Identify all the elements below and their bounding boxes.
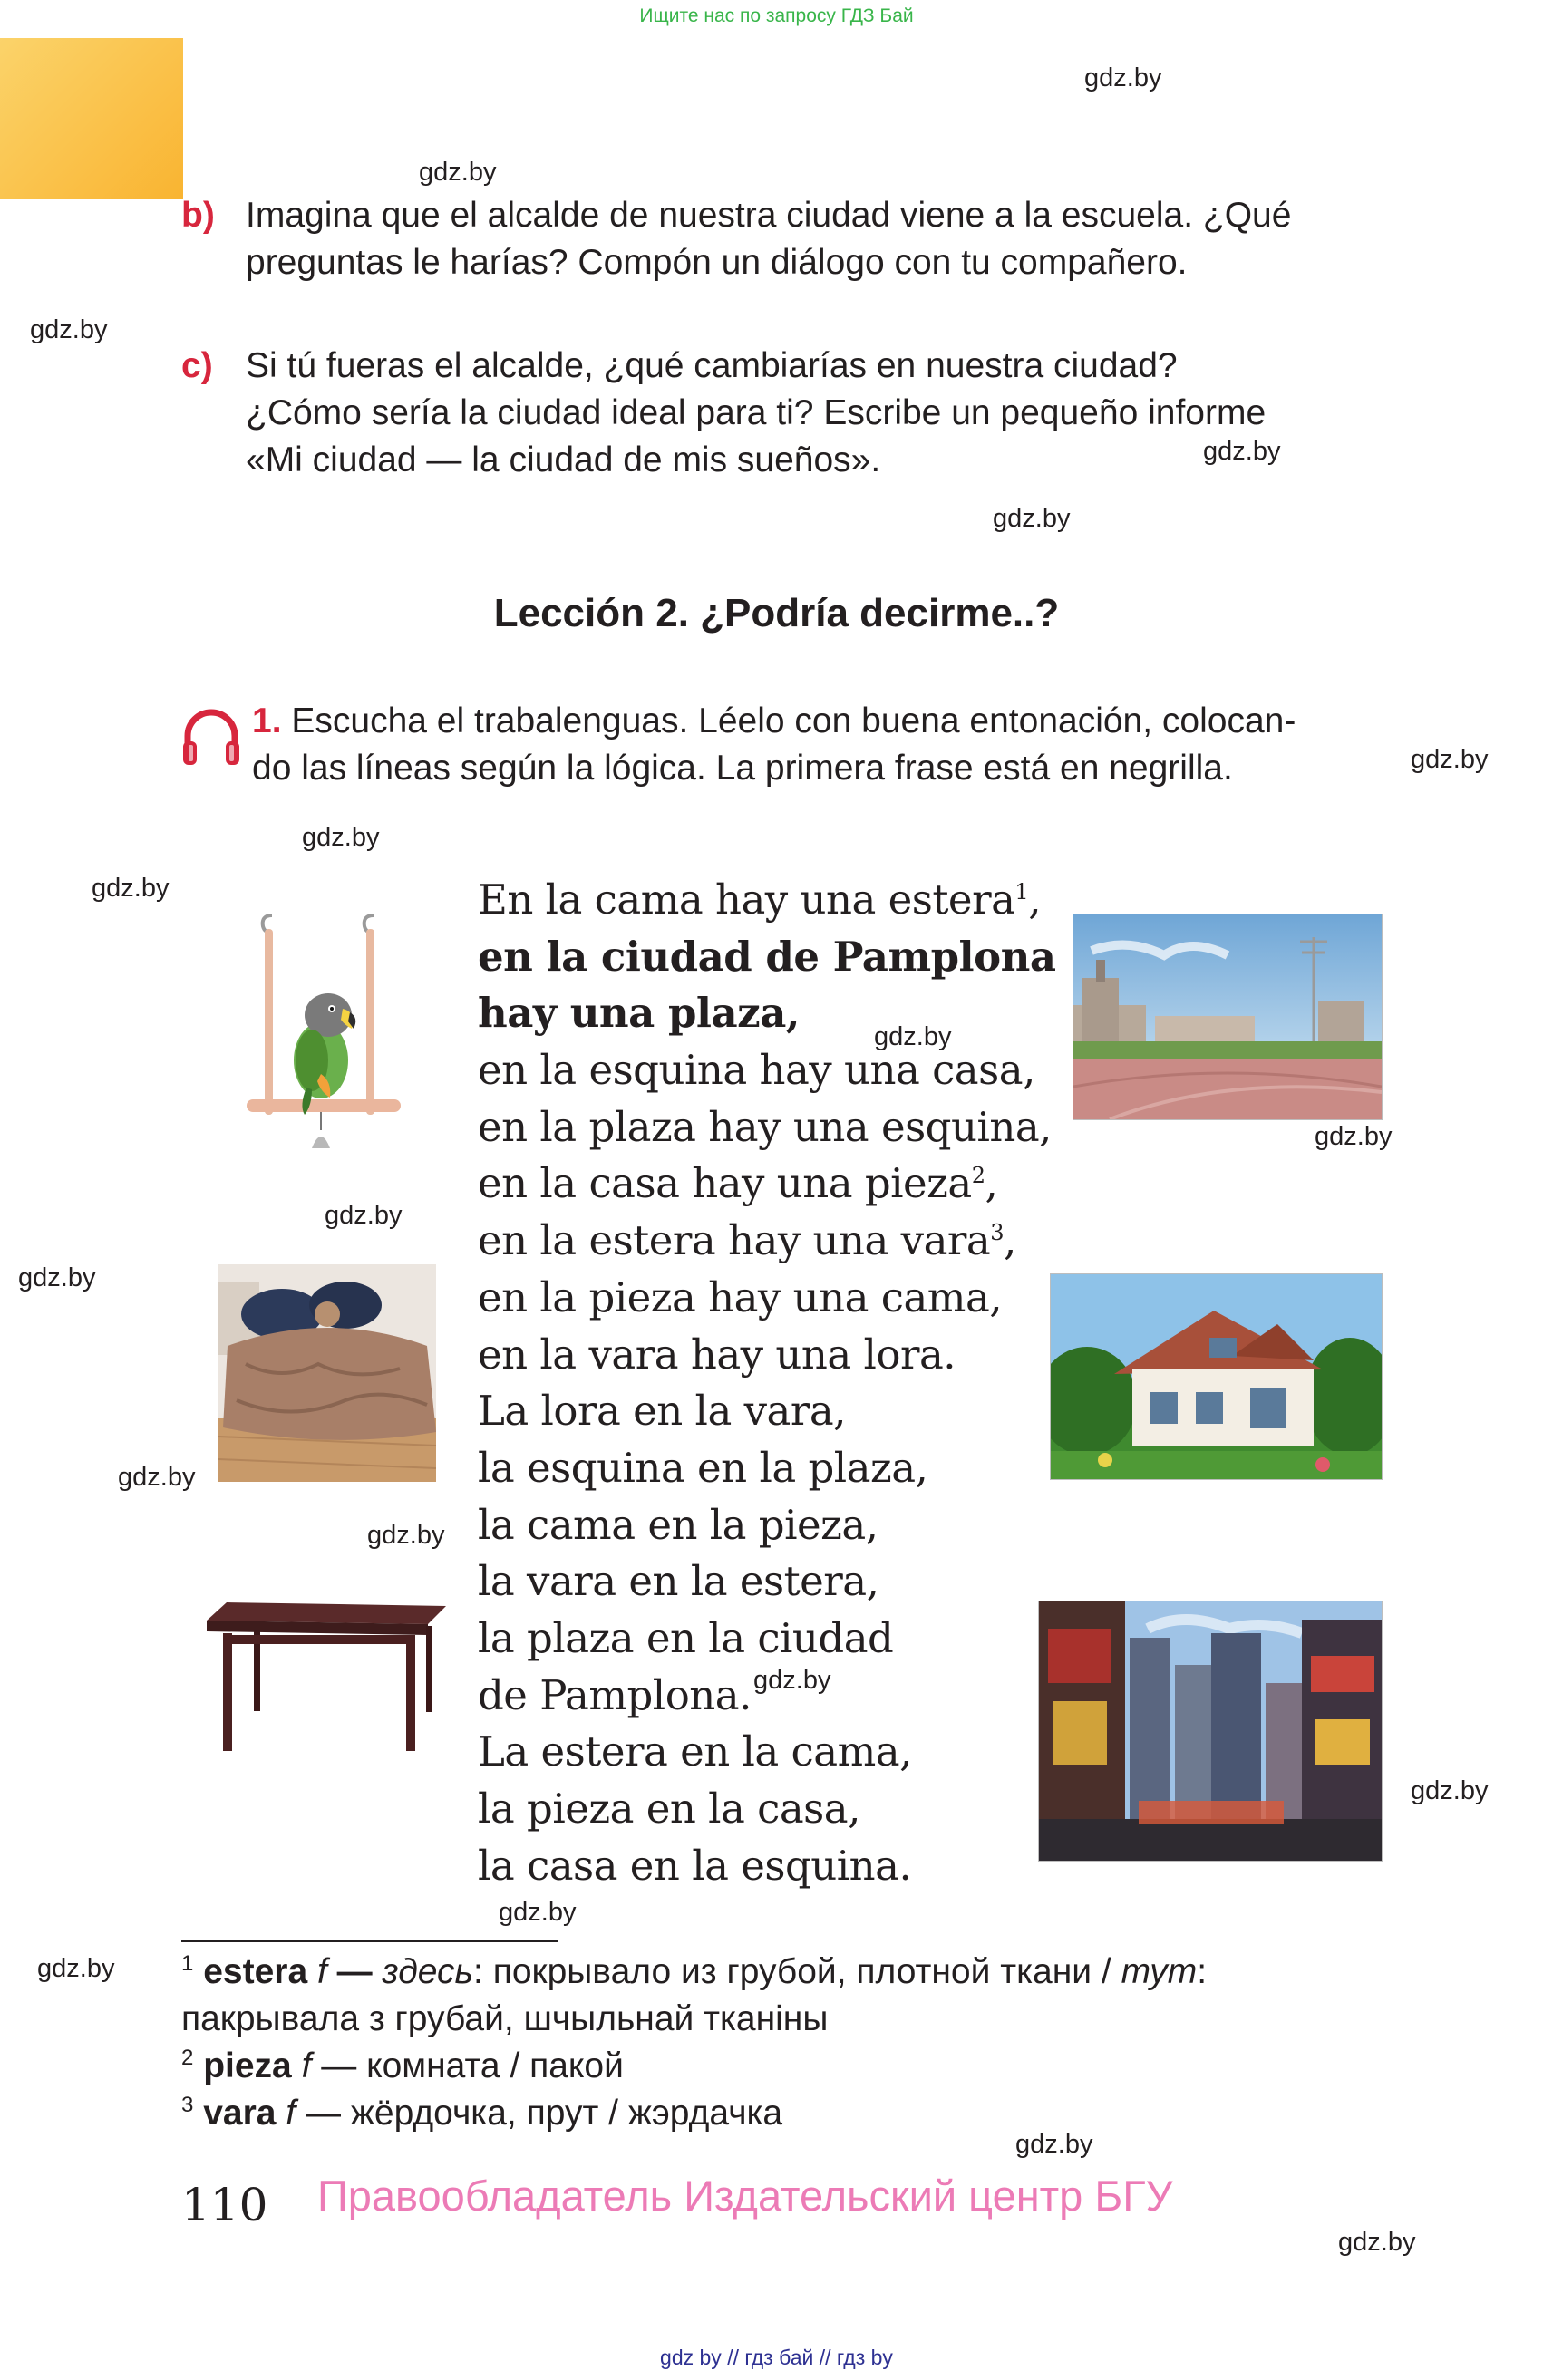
bed-image bbox=[218, 1264, 436, 1482]
poem-line: en la pieza hay una cama, bbox=[478, 1272, 1003, 1321]
task-line: «Mi ciudad — la ciudad de mis sueños». bbox=[246, 440, 881, 479]
footnote-ref[interactable]: 1 bbox=[1014, 879, 1029, 905]
watermark: gdz.by bbox=[118, 1463, 196, 1492]
poem-line-bold: en la ciudad de Pamplona bbox=[478, 932, 1056, 981]
poem-line: de Pamplona. bbox=[478, 1670, 752, 1719]
copyright-notice: Правообладатель Издательский центр БГУ bbox=[317, 2172, 1173, 2220]
house-image bbox=[1050, 1273, 1383, 1480]
poem-line: en la plaza hay una esquina, bbox=[478, 1102, 1052, 1151]
watermark: gdz.by bbox=[18, 1263, 96, 1292]
footnote-divider bbox=[181, 1940, 558, 1942]
watermark: gdz.by bbox=[753, 1666, 831, 1695]
exercise-line bbox=[252, 698, 1385, 745]
watermark: gdz.by bbox=[1338, 2228, 1416, 2257]
exercise-1 bbox=[252, 698, 1385, 792]
task-line: Si tú fueras el alcalde, ¿qué cambiarías en nuestra ciudad? bbox=[246, 346, 1178, 385]
task-line: preguntas le harías? Compón un diálogo con tu compañero. bbox=[246, 243, 1188, 282]
poem-line: la cama en la pieza, bbox=[478, 1500, 878, 1549]
footnote-1-line2: пакрывала з грубай, шчыльнай тканіны bbox=[181, 1999, 829, 2038]
task-c bbox=[181, 343, 1383, 484]
watermark: gdz.by bbox=[1015, 2130, 1093, 2159]
watermark: gdz.by bbox=[499, 1898, 577, 1927]
poem-line: la esquina en la plaza, bbox=[478, 1443, 928, 1492]
poem-line: la casa en la esquina. bbox=[478, 1841, 912, 1890]
footnote-ref[interactable]: 3 bbox=[990, 1220, 1005, 1246]
footnote-3: $^3$ vara f — жёрдочка, прут / жэрдачка bbox=[181, 2093, 783, 2133]
task-text bbox=[246, 343, 1383, 484]
headphones-icon bbox=[180, 707, 243, 769]
table-image bbox=[199, 1595, 451, 1754]
footnote-2: $^2$ pieza f — комната / пакой bbox=[181, 2046, 624, 2085]
poem-line: la vara en la estera, bbox=[478, 1557, 879, 1606]
task-line: Imagina que el alcalde de nuestra ciudad viene a la escuela. ¿Qué bbox=[246, 196, 1292, 235]
tongue-twister bbox=[478, 872, 1056, 1894]
task-b bbox=[181, 192, 1383, 286]
city-image bbox=[1038, 1601, 1383, 1862]
poem-line: La estera en la cama, bbox=[478, 1727, 912, 1776]
plaza-image bbox=[1073, 914, 1383, 1120]
task-label: c) bbox=[181, 346, 213, 385]
task-label: b) bbox=[181, 196, 215, 235]
page-number: 110 bbox=[181, 2179, 268, 2231]
poem-line: en la vara hay una lora. bbox=[478, 1330, 956, 1379]
watermark: gdz.by bbox=[1411, 1776, 1489, 1805]
top-note[interactable]: Ищите нас по запросу ГДЗ Бай bbox=[639, 5, 914, 26]
poem-line: La lora en la vara, bbox=[478, 1387, 846, 1436]
watermark: gdz.by bbox=[325, 1201, 403, 1230]
task-text bbox=[246, 192, 1383, 286]
watermark: gdz.by bbox=[30, 315, 108, 344]
parrot-image bbox=[238, 893, 410, 1169]
watermark: gdz.by bbox=[419, 158, 497, 187]
exercise-line: do las líneas según la lógica. La primera frase está en negrilla. bbox=[252, 749, 1233, 788]
lesson-title: Lección 2. ¿Podría decirme..? bbox=[493, 591, 1060, 635]
watermark: gdz.by bbox=[993, 504, 1071, 533]
poem-line-bold: hay una plaza, bbox=[478, 989, 801, 1038]
exercise-text: Escucha el trabalenguas. Léelo con buena entonación, colocan- bbox=[291, 701, 1296, 740]
poem-line: en la casa hay una pieza$^2$, bbox=[478, 1159, 998, 1208]
watermark: gdz.by bbox=[37, 1954, 115, 1983]
poem-line: En la cama hay una estera$^1$, bbox=[478, 876, 1042, 924]
corner-decoration bbox=[0, 38, 183, 199]
watermark: gdz.by bbox=[1411, 745, 1489, 774]
exercise-number: 1. bbox=[252, 701, 282, 740]
task-line: ¿Cómo sería la ciudad ideal para ti? Escribe un pequeño informe bbox=[246, 393, 1267, 432]
poem-line: la pieza en la casa, bbox=[478, 1785, 860, 1833]
poem-line: en la estera hay una vara$^3$, bbox=[478, 1216, 1016, 1265]
watermark: gdz.by bbox=[1203, 437, 1281, 466]
footnote-ref[interactable]: 2 bbox=[971, 1163, 985, 1189]
poem-line: la plaza en la ciudad bbox=[478, 1613, 894, 1662]
watermark: gdz.by bbox=[367, 1521, 445, 1550]
watermark: gdz.by bbox=[1084, 63, 1162, 92]
watermark: gdz.by bbox=[1315, 1122, 1393, 1151]
poem-line: en la esquina hay una casa, bbox=[478, 1046, 1035, 1095]
bottom-note[interactable]: gdz by // гдз бай // гдз by bbox=[660, 2346, 893, 2369]
footnote-1: $^1$ estera f — здесь: покрывало из грубой, плотной ткани / тут: bbox=[181, 1951, 1208, 1991]
watermark: gdz.by bbox=[92, 874, 170, 903]
watermark: gdz.by bbox=[874, 1022, 952, 1051]
watermark: gdz.by bbox=[302, 823, 380, 852]
